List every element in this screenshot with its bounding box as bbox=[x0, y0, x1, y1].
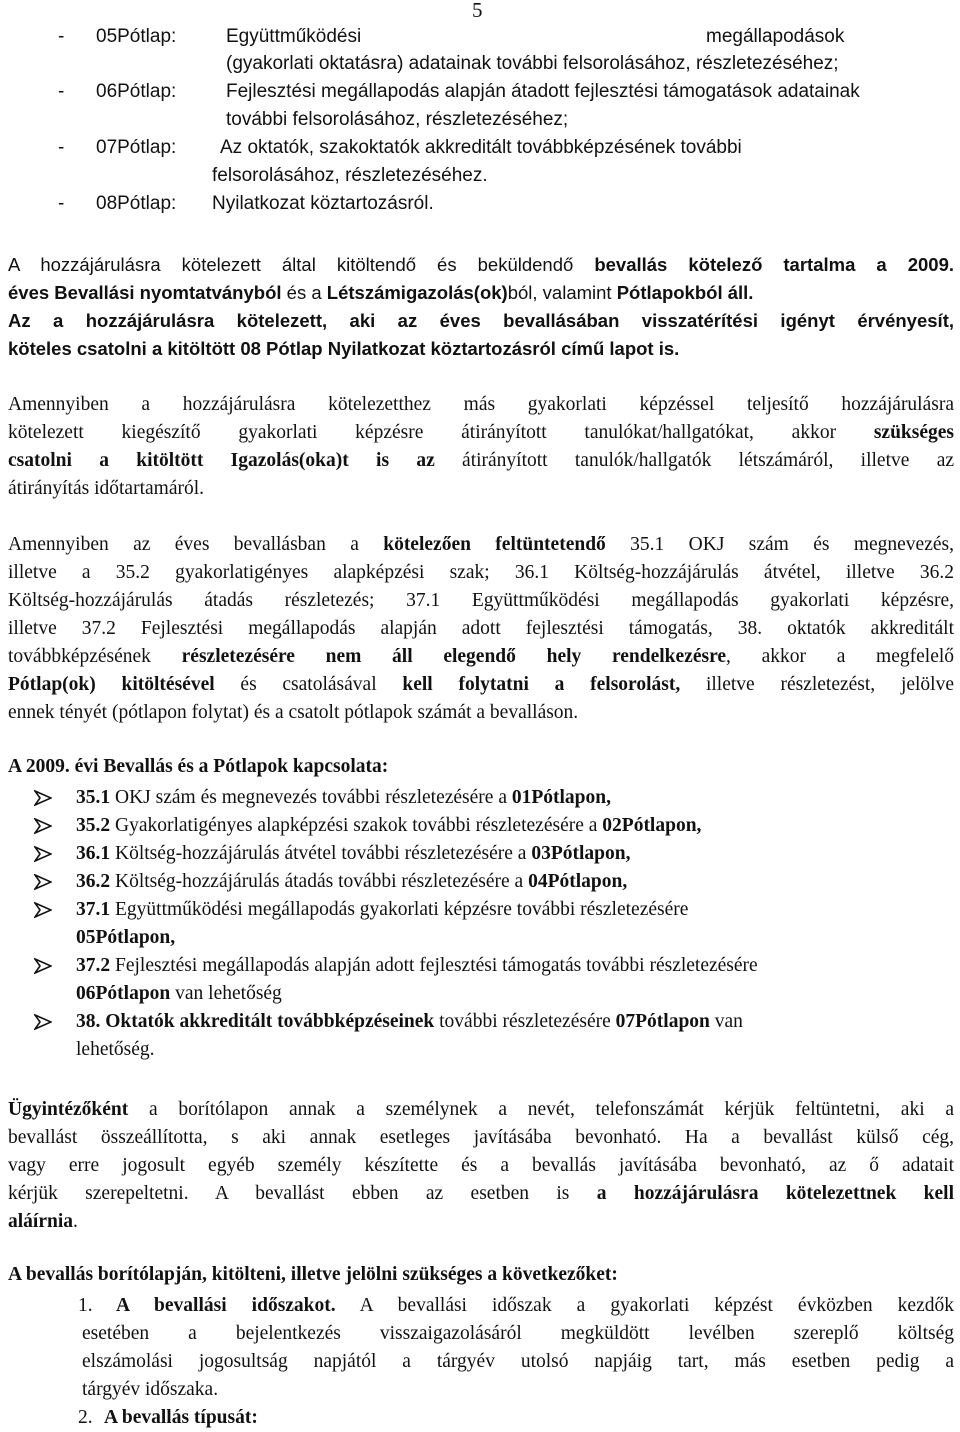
list-item: 36.1 Költség-hozzájárulás átvétel további részletezésére a 03Pótlapon, bbox=[8, 840, 954, 868]
relation-list bbox=[8, 784, 954, 1064]
arrowhead-bullet-icon bbox=[34, 846, 52, 862]
pootlap-code: 08Pótlap: bbox=[96, 193, 177, 214]
pootlap-desc: Nyilatkozat köztartozásról. bbox=[212, 193, 434, 214]
administrator-paragraph: Ügyintézőként a borítólapon annak a személynek a nevét, telefonszámát kérjük feltüntetni, aki a bevallást összeállította, s aki annak esetleges javításába bevonható. Ha a bevallást külső cég, vagy erre jogosult egyéb személy készítette és a bevallás javításába bevonható, az ő adatait kérjük szerepeltetni. A bevallást ebben az esetben is a hozzájárulásra kötelezettnek kell aláírnia. bbox=[8, 1099, 954, 1232]
list-item: 37.2 Fejlesztési megállapodás alapján adott fejlesztési támogatás további részletezésére 06Pótlapon van lehetőség bbox=[8, 952, 954, 1008]
content-paragraph: A hozzájárulásra kötelezett által kitöltendő és beküldendő bevallás kötelező tartalma a 2009. éves Bevallási nyomtatványból és a Létszámigazolás(ok)ból, valamint Pótlapokból áll. Az a hozzájárulásra kötelezett, aki az éves bevallásában visszatérítési igényt érvényesít, köteles csatolni a kitöltött 08 Pótlap Nyilatkozat köztartozásról című lapot is. bbox=[8, 254, 954, 359]
list-item: 35.2 Gyakorlatigényes alapképzési szakok további részletezésére a 02Pótlapon, bbox=[8, 812, 954, 840]
pootlap-code: 06Pótlap: bbox=[96, 81, 177, 102]
arrowhead-bullet-icon bbox=[34, 874, 52, 890]
list-number: 2. bbox=[78, 1407, 93, 1428]
page-number: 5 bbox=[472, 0, 483, 22]
list-item: 37.1 Együttműködési megállapodás gyakorlati képzésre további részletezésére 05Pótlapon, bbox=[8, 896, 954, 952]
detail-paragraph: Amennyiben az éves bevallásban a kötelezően feltüntetendő 35.1 OKJ szám és megnevezés, illetve a 35.2 gyakorlatigényes alapképzési szak; 36.1 Költség-hozzájárulás átvétel, illetve 36.2 Költség-hozzájárulás átadás részletezés; 37.1 Együttműködési megállapodás gyakorlati képzésre, illetve 37.2 Fejlesztési megállapodás alapján adott fejlesztési támogatás, 38. oktatók akkreditált továbbképzésének részletezésére nem áll elegendő hely rendelkezésre, akkor a megfelelő Pótlap(ok) kitöltésével és csatolásával kell folytatni a felsorolást, illetve részletezést, jelölve ennek tényét (pótlapon folytat) és a csatolt pótlapok számát a bevalláson. bbox=[8, 534, 955, 723]
list-dash: - bbox=[58, 81, 65, 102]
cover-heading: A bevallás borítólapján, kitölteni, illetve jelölni szükséges a következőket: bbox=[8, 1264, 618, 1285]
list-dash: - bbox=[58, 26, 65, 47]
cover-item: A bevallás típusát: bbox=[104, 1407, 258, 1428]
list-item: 36.2 Költség-hozzájárulás átadás további részletezésére a 04Pótlapon, bbox=[8, 868, 954, 896]
cover-item: A bevallási időszakot. A bevallási időszak a gyakorlati képzést évközben kezdők bbox=[116, 1295, 954, 1316]
arrowhead-bullet-icon bbox=[34, 1014, 52, 1030]
relation-heading: A 2009. évi Bevallás és a Pótlapok kapcsolata: bbox=[8, 756, 389, 777]
pootlap-desc: Az oktatók, szakoktatók akkreditált továbbképzésének további bbox=[220, 137, 742, 158]
pootlap-code: 05Pótlap: bbox=[96, 26, 177, 47]
arrowhead-bullet-icon bbox=[34, 902, 52, 918]
pootlap-desc: további felsorolásához, részletezéséhez; bbox=[226, 109, 569, 130]
pootlap-desc: felsorolásához, részletezéséhez. bbox=[212, 165, 488, 186]
arrowhead-bullet-icon bbox=[34, 790, 52, 806]
transfer-paragraph: Amennyiben a hozzájárulásra kötelezetthez más gyakorlati képzéssel teljesítő hozzájárulásra kötelezett kiegészítő gyakorlati képzésre átirányított tanulókat/hallgatókat, akkor szükséges csatolni a kitöltött Igazolás(oka)t is az átirányított tanulók/hallgatók létszámáról, illetve az átirányítás időtartamáról. bbox=[8, 394, 955, 499]
pootlap-desc: (gyakorlati oktatásra) adatainak további felsorolásához, részletezéséhez; bbox=[226, 53, 839, 74]
list-item: 35.1 OKJ szám és megnevezés további részletezésére a 01Pótlapon, bbox=[8, 784, 954, 812]
pootlap-desc: Fejlesztési megállapodás alapján átadott fejlesztési támogatások adatainak bbox=[226, 81, 860, 102]
arrowhead-bullet-icon bbox=[34, 818, 52, 834]
pootlap-desc: Együttműködési bbox=[226, 26, 362, 47]
pootlap-code: 07Pótlap: bbox=[96, 137, 177, 158]
list-dash: - bbox=[58, 193, 65, 214]
cover-item-continuation: esetében a bejelentkezés visszaigazolásáról megküldött levélben szereplő költség elszámolási jogosultság napjától a tárgyév utolsó napjáig tart, más esetben pedig a tárgyév időszaka. bbox=[82, 1323, 954, 1400]
list-item: 38. Oktatók akkreditált továbbképzéseinek további részletezésére 07Pótlapon van lehetőség. bbox=[8, 1008, 954, 1064]
list-dash: - bbox=[58, 137, 65, 158]
arrowhead-bullet-icon bbox=[34, 958, 52, 974]
list-number: 1. bbox=[78, 1295, 93, 1316]
pootlap-desc: megállapodások bbox=[706, 26, 845, 47]
